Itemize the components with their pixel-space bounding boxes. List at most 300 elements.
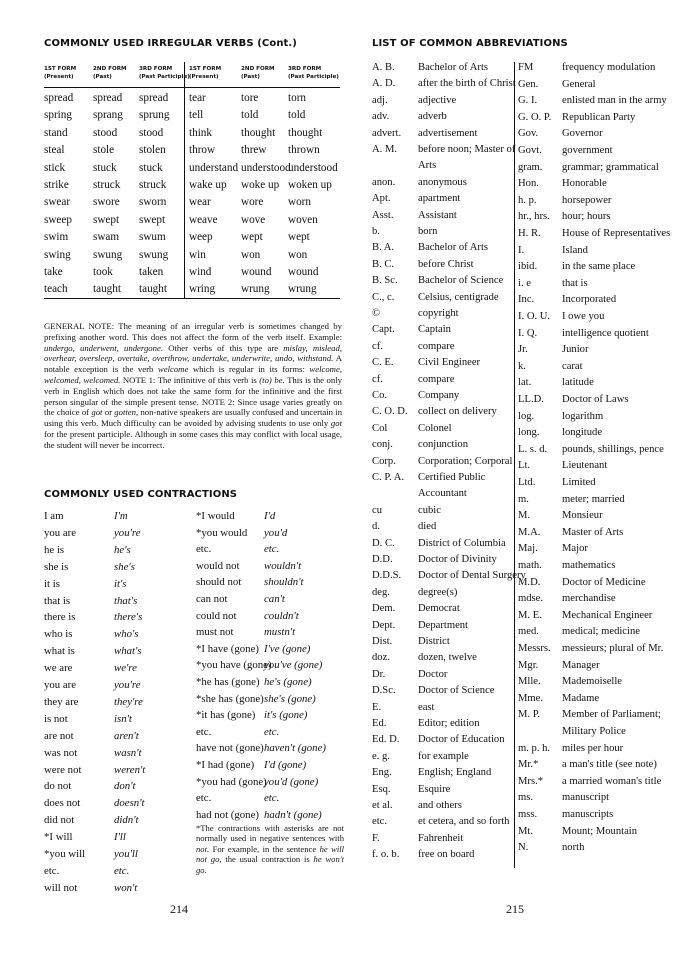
abbreviation: k. — [518, 360, 526, 372]
abbreviation: I. — [518, 244, 525, 256]
verb-cell: wrung — [288, 283, 317, 296]
column-subtitle: (Past) — [241, 73, 260, 80]
verb-cell: told — [241, 109, 259, 122]
contracted-form: I've (gone) — [264, 642, 311, 655]
meaning: manuscripts — [562, 809, 614, 820]
full-form: that is — [44, 594, 71, 607]
full-form: *you would — [196, 526, 248, 539]
contracted-form: you've (gone) — [264, 659, 323, 672]
contracted-form: mustn't — [264, 626, 296, 639]
meaning: Esquire — [418, 783, 451, 795]
contracted-form: shouldn't — [264, 576, 304, 589]
column-title: 2ND FORM — [93, 66, 127, 72]
verb-cell: stole — [93, 144, 115, 157]
abbreviation: C. E. — [372, 357, 394, 369]
meaning: cubic — [418, 504, 441, 516]
meaning: Colonel — [418, 422, 452, 434]
full-form: I am — [44, 510, 64, 522]
meaning: advertisement — [418, 127, 478, 139]
full-form: were not — [44, 763, 82, 776]
abbreviation: Mme. — [518, 692, 544, 704]
meaning: Republican Party — [562, 111, 636, 123]
verb-cell: took — [93, 266, 113, 278]
meaning: Certified Public — [418, 472, 486, 483]
contracted-form: they're — [114, 695, 143, 708]
abbreviation: M. E. — [518, 609, 542, 621]
meaning: Doctor of Science — [418, 685, 495, 697]
verb-cell: wake up — [189, 179, 227, 191]
abbreviation: ibid. — [518, 261, 538, 273]
abbreviation: © — [372, 308, 381, 319]
contracted-form: you'll — [114, 848, 138, 860]
verb-cell: threw — [241, 144, 267, 157]
contracted-form: wasn't — [114, 746, 142, 759]
column-subtitle: (Past Participle) — [288, 73, 339, 80]
verb-cell: stolen — [139, 144, 166, 157]
abbreviation: Asst. — [372, 209, 394, 221]
meaning: et cetera, and so forth — [418, 816, 510, 828]
abbreviation: C., c. — [372, 291, 395, 303]
meaning: Celsius, centigrade — [418, 291, 499, 303]
contracted-form: won't — [114, 881, 138, 894]
contracted-form: weren't — [114, 763, 146, 776]
abbreviation: Mrs.* — [518, 775, 544, 787]
abbreviation: Dept. — [372, 619, 396, 631]
meaning: Doctor of Divinity — [418, 554, 497, 565]
full-form: *it has (gone) — [196, 709, 256, 722]
verb-cell: understood — [241, 161, 291, 174]
meaning: Doctor of Dental Surgery — [418, 570, 526, 582]
contracted-form: I'm — [114, 510, 128, 522]
abbreviation: LL.D. — [518, 394, 544, 405]
verb-cell: swore — [93, 196, 120, 209]
meaning: pounds, shillings, pence — [562, 443, 664, 455]
abbreviation: adv. — [372, 111, 390, 123]
verb-cell: struck — [139, 179, 167, 191]
meaning: miles per hour — [562, 742, 624, 754]
abbreviation: Hon. — [518, 178, 539, 190]
meaning: meter; married — [562, 493, 625, 505]
verb-cell: sweep — [44, 213, 72, 226]
contracted-form: doesn't — [114, 797, 145, 810]
abbreviation: Mr.* — [518, 759, 539, 771]
verb-cell: swept — [139, 213, 166, 226]
meaning: Island — [562, 244, 588, 256]
full-form: *I have (gone) — [196, 642, 259, 655]
abbreviation: Gen. — [518, 78, 539, 90]
abbreviation: cf. — [372, 373, 383, 385]
full-form: etc. — [44, 864, 60, 877]
column-header — [288, 66, 339, 81]
column-header — [93, 66, 127, 81]
abbreviation: A. B. — [372, 62, 395, 73]
verb-cell: wind — [189, 266, 212, 278]
column-divider — [514, 62, 515, 868]
meaning: latitude — [562, 377, 594, 389]
meaning: Department — [418, 619, 469, 631]
meaning: Junior — [562, 344, 589, 356]
verb-cell: thought — [288, 126, 323, 139]
contracted-form: who's — [114, 628, 139, 641]
full-form: was not — [44, 746, 78, 759]
meaning: carat — [562, 360, 583, 372]
verb-cell: take — [44, 266, 63, 278]
full-form: does not — [44, 797, 81, 810]
abbreviation: h. p. — [518, 194, 537, 206]
full-form: you are — [44, 526, 77, 539]
meaning: Madame — [562, 692, 600, 704]
meaning: dozen, twelve — [418, 652, 477, 664]
column-subtitle: (Past Participle) — [139, 73, 190, 80]
meaning: enlisted man in the army — [562, 95, 667, 107]
table-row — [44, 214, 340, 232]
table-row — [44, 266, 340, 284]
verb-cell: wept — [288, 231, 310, 244]
meaning: free on board — [418, 849, 475, 861]
meaning: medical; medicine — [562, 626, 640, 638]
full-form: it is — [44, 577, 60, 590]
verb-cell: understand — [189, 161, 239, 174]
abbreviation: M.A. — [518, 526, 541, 538]
meaning: Corporation; Corporal — [418, 455, 513, 467]
verb-cell: teach — [44, 283, 68, 296]
abbreviation: Lt. — [518, 460, 531, 472]
verb-cell: swim — [44, 231, 69, 244]
verb-cell: sworn — [139, 196, 167, 209]
column-title: 3RD FORM — [139, 66, 173, 72]
abbreviation: E. — [372, 701, 382, 713]
full-form: *you will — [44, 848, 86, 860]
verb-cell: swum — [139, 231, 166, 244]
contracted-form: you're — [114, 679, 141, 691]
verb-cell: spread — [139, 92, 169, 104]
verb-cell: understood — [288, 161, 338, 174]
verb-cell: won — [241, 248, 261, 261]
full-form: would not — [196, 559, 240, 572]
meaning: Democrat — [418, 603, 460, 615]
column-subtitle: (Past) — [93, 73, 112, 80]
meaning: Doctor of Medicine — [562, 576, 646, 588]
full-form: there is — [44, 611, 76, 624]
contracted-form: she's (gone) — [264, 692, 316, 705]
full-form: he is — [44, 543, 65, 556]
column-title: 1ST FORM — [44, 66, 77, 72]
contracted-form: it's — [114, 577, 127, 590]
verb-cell: stuck — [139, 161, 163, 174]
abbreviation: Esq. — [372, 783, 391, 795]
abbreviation: N. — [518, 842, 529, 854]
verb-cell: swam — [93, 231, 120, 244]
meaning: Doctor of Laws — [562, 394, 629, 405]
full-form: did not — [44, 814, 75, 827]
abbreviation: D.D. — [372, 554, 393, 565]
meaning: apartment — [418, 193, 461, 205]
contracted-form: etc. — [264, 792, 280, 805]
meaning: Master of Arts — [562, 526, 624, 538]
meaning: Lieutenant — [562, 460, 608, 472]
full-form: what is — [44, 645, 75, 658]
abbreviation: Mlle. — [518, 676, 541, 688]
abbreviation: Co. — [372, 390, 388, 401]
full-form: must not — [196, 626, 234, 639]
abbreviation: ms. — [518, 792, 534, 804]
meaning: Governor — [562, 128, 603, 140]
meaning: District — [418, 636, 450, 647]
table-row — [44, 162, 340, 180]
abbreviation: math. — [518, 560, 542, 571]
meaning: Arts — [418, 160, 437, 172]
abbreviation: M. — [518, 510, 531, 522]
contracted-form: etc. — [264, 725, 280, 738]
verb-cell: spread — [44, 92, 74, 104]
abbreviation: A. D. — [372, 78, 396, 90]
verb-cell: spread — [93, 92, 123, 104]
meaning: manuscript — [562, 792, 610, 804]
abbreviation: mss. — [518, 809, 538, 820]
full-form: they are — [44, 695, 79, 708]
column-subtitle: (Present) — [189, 73, 219, 80]
meaning: messieurs; plural of Mr. — [562, 643, 664, 654]
column-header — [189, 66, 221, 81]
meaning: before Christ — [418, 258, 474, 270]
contracted-form: can't — [264, 593, 285, 605]
abbreviation: B. C. — [372, 258, 395, 270]
verb-cell: stood — [93, 126, 118, 139]
abbreviation: e. g. — [372, 750, 390, 762]
full-form: *I will — [44, 831, 73, 844]
meaning: Major — [562, 543, 588, 555]
meaning: longitude — [562, 427, 603, 439]
full-form: will not — [44, 881, 78, 894]
abbreviation: M. P. — [518, 709, 541, 721]
contracted-form: aren't — [114, 729, 139, 742]
abbreviation: Eng. — [372, 767, 392, 779]
abbreviation: gram. — [518, 161, 543, 173]
abbreviation: M.D. — [518, 576, 541, 588]
meaning: after the birth of Christ — [418, 78, 516, 90]
full-form: etc. — [196, 543, 212, 556]
contracted-form: that's — [114, 594, 138, 607]
abbreviation: Maj. — [518, 543, 538, 555]
abbreviation: m. p. h. — [518, 742, 551, 754]
column-header — [241, 66, 275, 81]
abbreviation: Capt. — [372, 324, 395, 336]
meaning: died — [418, 521, 437, 533]
table-row — [44, 144, 340, 162]
verb-cell: wound — [288, 266, 319, 278]
full-form: *I had (gone) — [196, 759, 255, 771]
verb-cell: wrung — [241, 283, 270, 296]
verb-cell: won — [288, 248, 308, 261]
abbreviation: Ltd. — [518, 477, 536, 488]
abbreviation: Col — [372, 422, 388, 434]
contractions-heading: COMMONLY USED CONTRACTIONS — [44, 489, 238, 500]
full-form: could not — [196, 609, 237, 622]
abbreviation: A. M. — [372, 144, 398, 155]
full-form: had not (gone) — [196, 808, 259, 821]
abbreviation: Mgr. — [518, 659, 539, 671]
contracted-form: don't — [114, 780, 136, 793]
table-row — [44, 127, 340, 145]
general-note: GENERAL NOTE: The meaning of an irregular verb is sometimes changed by prefixing another word. This does not affect the form of the verb itself. Example: undergo, underwent, undergone. Other verbs of this type are mislay, mislead, overhear, oversleep, overtake, overthrow, undertake, underwrite, undo, withstand. A notable exception is the verb welcome which is regular in its forms: welcome, welcomed, welcomed. NOTE 1: The infinitive of this verb is (to) be. This is the only verb in English which does not take the same form for the infinitive and the first person singular of the simple present tense. NOTE 2: Since usage varies greatly on the choice of got or gotten, non-native speakers are usually confused and uncertain in using this verb. Much difficulty can be avoided by advising students to use only got for the present participle. Although in some cases this may conflict with local usage, the student will never be incorrect. — [44, 321, 343, 450]
contracted-form: etc. — [264, 543, 280, 556]
table-row — [44, 179, 340, 197]
meaning: intelligence quotient — [562, 327, 649, 339]
column-subtitle: (Present) — [44, 73, 74, 80]
column-title: 3RD FORM — [288, 66, 322, 72]
abbreviation: anon. — [372, 176, 396, 188]
page-number-left: 214 — [170, 902, 188, 916]
meaning: Military Police — [562, 726, 626, 737]
abbreviation: log. — [518, 410, 535, 422]
meaning: adjective — [418, 94, 457, 106]
table-rule — [44, 298, 340, 299]
abbreviation: Govt. — [518, 145, 542, 156]
abbreviations-heading: LIST OF COMMON ABBREVIATIONS — [372, 38, 568, 49]
verb-cell: wept — [241, 231, 263, 244]
meaning: for example — [418, 750, 469, 762]
verb-cell: taught — [93, 283, 121, 296]
meaning: adverb — [418, 111, 447, 123]
meaning: north — [562, 842, 585, 854]
meaning: copyright — [418, 308, 459, 319]
meaning: House of Representatives — [562, 228, 671, 239]
verb-cell: torn — [288, 92, 307, 104]
verb-cell: wound — [241, 266, 272, 278]
verb-cell: sprang — [93, 109, 123, 122]
full-form: *you have (gone) — [196, 659, 272, 672]
full-form: etc. — [196, 725, 212, 738]
full-form: we are — [44, 662, 73, 675]
verb-cell: taught — [139, 283, 167, 296]
meaning: degree(s) — [418, 586, 458, 598]
meaning: Bachelor of Arts — [418, 242, 489, 254]
verb-cell: swept — [93, 213, 120, 226]
verb-cell: thought — [241, 126, 276, 139]
column-header — [139, 66, 190, 81]
abbreviation: b. — [372, 226, 380, 237]
full-form: *you had (gone) — [196, 775, 267, 788]
contracted-form: he's — [114, 543, 131, 556]
page-number-right: 215 — [506, 902, 524, 916]
verb-cell: wear — [189, 196, 211, 209]
abbreviation: m. — [518, 493, 529, 505]
contracted-form: I'd (gone) — [264, 759, 307, 771]
abbreviation: C. O. D. — [372, 406, 408, 418]
abbreviation: Inc. — [518, 294, 535, 306]
verb-cell: struck — [93, 179, 121, 191]
abbreviation: advert. — [372, 127, 402, 139]
abbreviation: D.Sc. — [372, 685, 396, 697]
abbreviation: long. — [518, 427, 540, 439]
abbreviation: Messrs. — [518, 643, 551, 654]
abbreviation: Dist. — [372, 636, 393, 647]
meaning: that is — [562, 277, 588, 289]
full-form: can not — [196, 593, 228, 605]
contracted-form: he's (gone) — [264, 676, 312, 688]
verb-cell: swear — [44, 196, 71, 209]
abbreviation: FM — [518, 62, 534, 73]
abbreviation: Ed. — [372, 718, 387, 729]
abbreviation: hr., hrs. — [518, 211, 550, 223]
verb-cell: wring — [189, 283, 216, 296]
meaning: Honorable — [562, 178, 607, 190]
contracted-form: I'd — [264, 510, 276, 522]
contracted-form: isn't — [114, 712, 132, 725]
column-title: 1ST FORM — [189, 66, 222, 72]
meaning: government — [562, 145, 613, 156]
verb-cell: sprung — [139, 109, 170, 122]
meaning: General — [562, 78, 596, 90]
meaning: Captain — [418, 324, 451, 336]
full-form: *she has (gone) — [196, 692, 264, 705]
verb-cell: swung — [139, 248, 169, 261]
meaning: compare — [418, 340, 455, 352]
table-row — [44, 231, 340, 249]
verb-cell: weave — [189, 213, 218, 226]
abbreviation: Ed. D. — [372, 734, 400, 746]
verb-cell: tear — [189, 92, 206, 104]
meaning: grammar; grammatical — [562, 161, 659, 173]
abbreviation: deg. — [372, 586, 390, 598]
abbreviation: i. e — [518, 277, 531, 289]
contracted-form: wouldn't — [264, 559, 302, 572]
contracted-form: etc. — [114, 864, 130, 877]
contracted-form: you'd (gone) — [264, 775, 319, 788]
meaning: before noon; Master of — [418, 144, 516, 155]
meaning: compare — [418, 373, 455, 385]
meaning: a man's title (see note) — [562, 759, 657, 771]
contractions-note: *The contractions with asterisks are not normally used in negative sentences with not. For example, in the sentence he will not go, the usual contraction is he won't go. — [196, 823, 345, 875]
meaning: and others — [418, 800, 462, 811]
verb-cell: stand — [44, 126, 68, 139]
full-form: should not — [196, 576, 242, 589]
contracted-form: hadn't (gone) — [264, 808, 322, 821]
verb-cell: stick — [44, 161, 66, 174]
verb-cell: wore — [241, 196, 264, 209]
verb-cell: swung — [93, 248, 123, 261]
full-form: have not (gone) — [196, 742, 264, 755]
meaning: east — [418, 701, 435, 713]
abbreviation: doz. — [372, 652, 390, 664]
meaning: horsepower — [562, 194, 612, 206]
verb-cell: swing — [44, 248, 71, 261]
meaning: merchandise — [562, 593, 616, 605]
column-header — [44, 66, 76, 81]
meaning: conjunction — [418, 439, 469, 451]
abbreviation: H. R. — [518, 228, 541, 239]
abbreviation: F. — [372, 832, 380, 844]
meaning: Editor; edition — [418, 718, 480, 729]
meaning: Bachelor of Arts — [418, 62, 489, 73]
contracted-form: there's — [114, 611, 143, 624]
contracted-form: you're — [114, 526, 141, 539]
meaning: Limited — [562, 477, 596, 488]
abbreviation: Corp. — [372, 455, 396, 467]
meaning: Monsieur — [562, 510, 603, 522]
verb-cell: stood — [139, 126, 164, 139]
abbreviation: mdse. — [518, 593, 544, 605]
verb-cell: win — [189, 248, 206, 261]
meaning: collect on delivery — [418, 406, 497, 418]
verb-cell: taken — [139, 266, 164, 278]
table-row — [44, 196, 340, 214]
verb-cell: worn — [288, 196, 311, 209]
abbreviation: L. s. d. — [518, 443, 548, 455]
meaning: frequency modulation — [562, 62, 656, 73]
verb-cell: woken up — [288, 179, 332, 191]
abbreviation: conj. — [372, 439, 393, 451]
